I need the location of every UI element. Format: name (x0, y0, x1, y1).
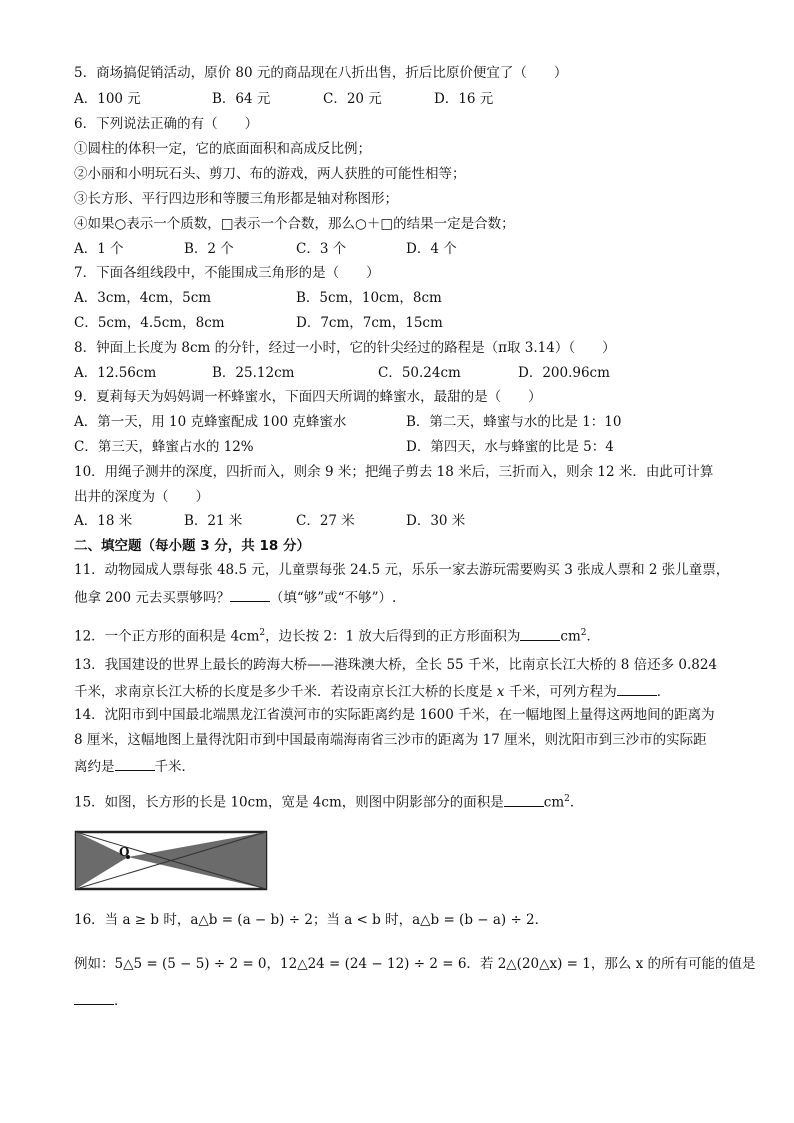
q9-option-d: D．第四天，水与蜂蜜的比是 5：4 (406, 439, 614, 455)
q14-answer-blank (115, 756, 155, 771)
q15-text-a: 15．如图，长方形的长是 10cm，宽是 4cm，则图中阴影部分的面积是 (74, 794, 504, 811)
q5-stem: 5．商场搞促销活动，原价 80 元的商品现在八折出售，折后比原价便宜了（ ） (74, 65, 568, 81)
q14-line1: 14．沈阳市到中国最北端黑龙江省漠河市的实际距离约是 1600 千米，在一幅地图上量得这两地间的距离为 (74, 707, 715, 723)
q12-text-a: 12．一个正方形的面积是 4cm (74, 628, 260, 645)
q15-answer-blank (504, 792, 544, 807)
q5-option-c: C．20 元 (323, 91, 382, 107)
q12-line (74, 624, 600, 646)
q16-answer-blank (74, 990, 114, 1005)
q6-statement-2: ②小丽和小明玩石头、剪刀、布的游戏，两人获胜的可能性相等； (74, 166, 466, 182)
q15-text-c: ． (569, 794, 584, 811)
q12-sup-c: 2 (580, 628, 587, 638)
q8-stem: 8．钟面上长度为 8cm 的分针，经过一小时，它的针尖经过的路程是（π取 3.14）（ ） (74, 340, 616, 356)
q6-stem: 6．下列说法正确的有（ ） (74, 116, 259, 132)
section-2-title: 二、填空题（每小题 3 分，共 18 分） (74, 538, 310, 554)
q14-text-b: 千米． (154, 759, 195, 775)
q13-answer-blank (617, 681, 657, 696)
q12-answer-blank (520, 626, 560, 641)
q13-text-c: ． (656, 684, 671, 700)
q8-option-d: D．200.96cm (518, 365, 610, 381)
q13-line1: 13．我国建设的世界上最长的跨海大桥——港珠澳大桥，全长 55 千米，比南京长江大桥的 8 倍还多 0.824 (74, 657, 718, 673)
q15-rectangle-figure (74, 830, 270, 896)
q12-sup-a: 2 (259, 628, 266, 638)
q14-line2: 8 厘米，这幅地图上量得沈阳市到中国最南端海南省三沙市的距离为 17 厘米，则沈阳市到三沙市的实际距 (74, 732, 707, 748)
q15-unit: cm (543, 794, 565, 811)
q16-line1: 16．当 a ≥ b 时，a△b = (a − b) ÷ 2；当 a < b 时，a△b = (b − a) ÷ 2． (74, 912, 549, 928)
q16-text-end: ． (114, 993, 128, 1009)
q7-option-d: D．7cm，7cm，15cm (296, 315, 443, 331)
q7-stem: 7．下面各组线段中，不能围成三角形的是（ ） (74, 265, 380, 281)
q6-option-d: D．4 个 (406, 241, 457, 257)
q10-option-a: A．18 米 (74, 513, 133, 529)
q16-line2: 例如：5△5 = (5 − 5) ÷ 2 = 0，12△24 = (24 − 12) ÷ 2 = 6．若 2△(20△x) = 1，那么 x 的所有可能的值是 (74, 956, 756, 972)
q5-option-b: B．64 元 (212, 91, 271, 107)
q13-variable: x (496, 684, 505, 700)
q7-option-a: A．3cm，4cm，5cm (74, 290, 212, 306)
q6-option-b: B．2 个 (184, 241, 234, 257)
q6-option-c: C．3 个 (296, 241, 347, 257)
q15-figure-svg (74, 830, 270, 892)
q5-option-a: A．100 元 (74, 91, 141, 107)
q5-option-d: D．16 元 (434, 91, 494, 107)
q10-stem-line2: 出井的深度为（ ） (74, 489, 209, 505)
q11-line1: 11．动物园成人票每张 48.5 元，儿童票每张 24.5 元，乐乐一家去游玩需要购买 3 张成人票和 2 张儿童票， (74, 562, 730, 578)
q10-option-c: C．27 米 (296, 513, 355, 529)
q7-option-c: C．5cm，4.5cm，8cm (74, 315, 225, 331)
q15-sup: 2 (564, 794, 570, 804)
q12-text-d: ． (586, 628, 601, 645)
q6-statement-4: ④如果○表示一个质数，□表示一个合数，那么○＋□的结果一定是合数； (74, 216, 515, 232)
q14-line3 (74, 756, 195, 776)
q13-text-b: 千米，可列方程为 (504, 684, 617, 700)
q8-option-b: B．25.12cm (212, 365, 295, 381)
q7-option-b: B．5cm，10cm，8cm (296, 290, 442, 306)
q8-option-c: C．50.24cm (378, 365, 461, 381)
q11-line2-hint: （填“够”或“不够”）. (269, 590, 397, 606)
q11-answer-blank (230, 587, 270, 602)
q6-statement-3: ③长方形、平行四边形和等腰三角形都是轴对称图形； (74, 191, 398, 207)
q9-option-b: B．第二天，蜂蜜与水的比是 1：10 (406, 414, 622, 430)
q9-stem: 9．夏莉每天为妈妈调一杯蜂蜜水，下面四天所调的蜂蜜水，最甜的是（ ） (74, 389, 542, 405)
q14-text-a: 离约是 (74, 759, 115, 775)
q6-option-a: A．1 个 (74, 241, 124, 257)
q8-option-a: A．12.56cm (74, 365, 157, 381)
q11-line2-text: 他拿 200 元去买票够吗？ (74, 590, 230, 606)
q6-statement-1: ①圆柱的体积一定，它的底面面积和高成反比例； (74, 141, 371, 157)
q12-text-b: ，边长按 2：1 放大后得到的正方形面积为 (265, 628, 521, 645)
q16-line3 (74, 990, 128, 1010)
q9-option-a: A．第一天，用 10 克蜂蜜配成 100 克蜂蜜水 (74, 414, 347, 430)
q13-line2 (74, 681, 670, 701)
q9-option-c: C．第三天，蜂蜜占水的 12% (74, 439, 254, 455)
q11-line2 (74, 587, 396, 607)
q10-option-b: B．21 米 (184, 513, 243, 529)
q13-text-a: 千米，求南京长江大桥的长度是多少千米．若设南京长江大桥的长度是 (74, 684, 497, 700)
point-o-label: O (119, 845, 130, 859)
q10-stem-line1: 10．用绳子测井的深度，四折而入，则余 9 米；把绳子剪去 18 米后，三折而入，则余 12 米．由此可计算 (74, 464, 714, 480)
q12-unit: cm (560, 628, 581, 645)
q10-option-d: D．30 米 (406, 513, 466, 529)
q15-line (74, 790, 583, 812)
